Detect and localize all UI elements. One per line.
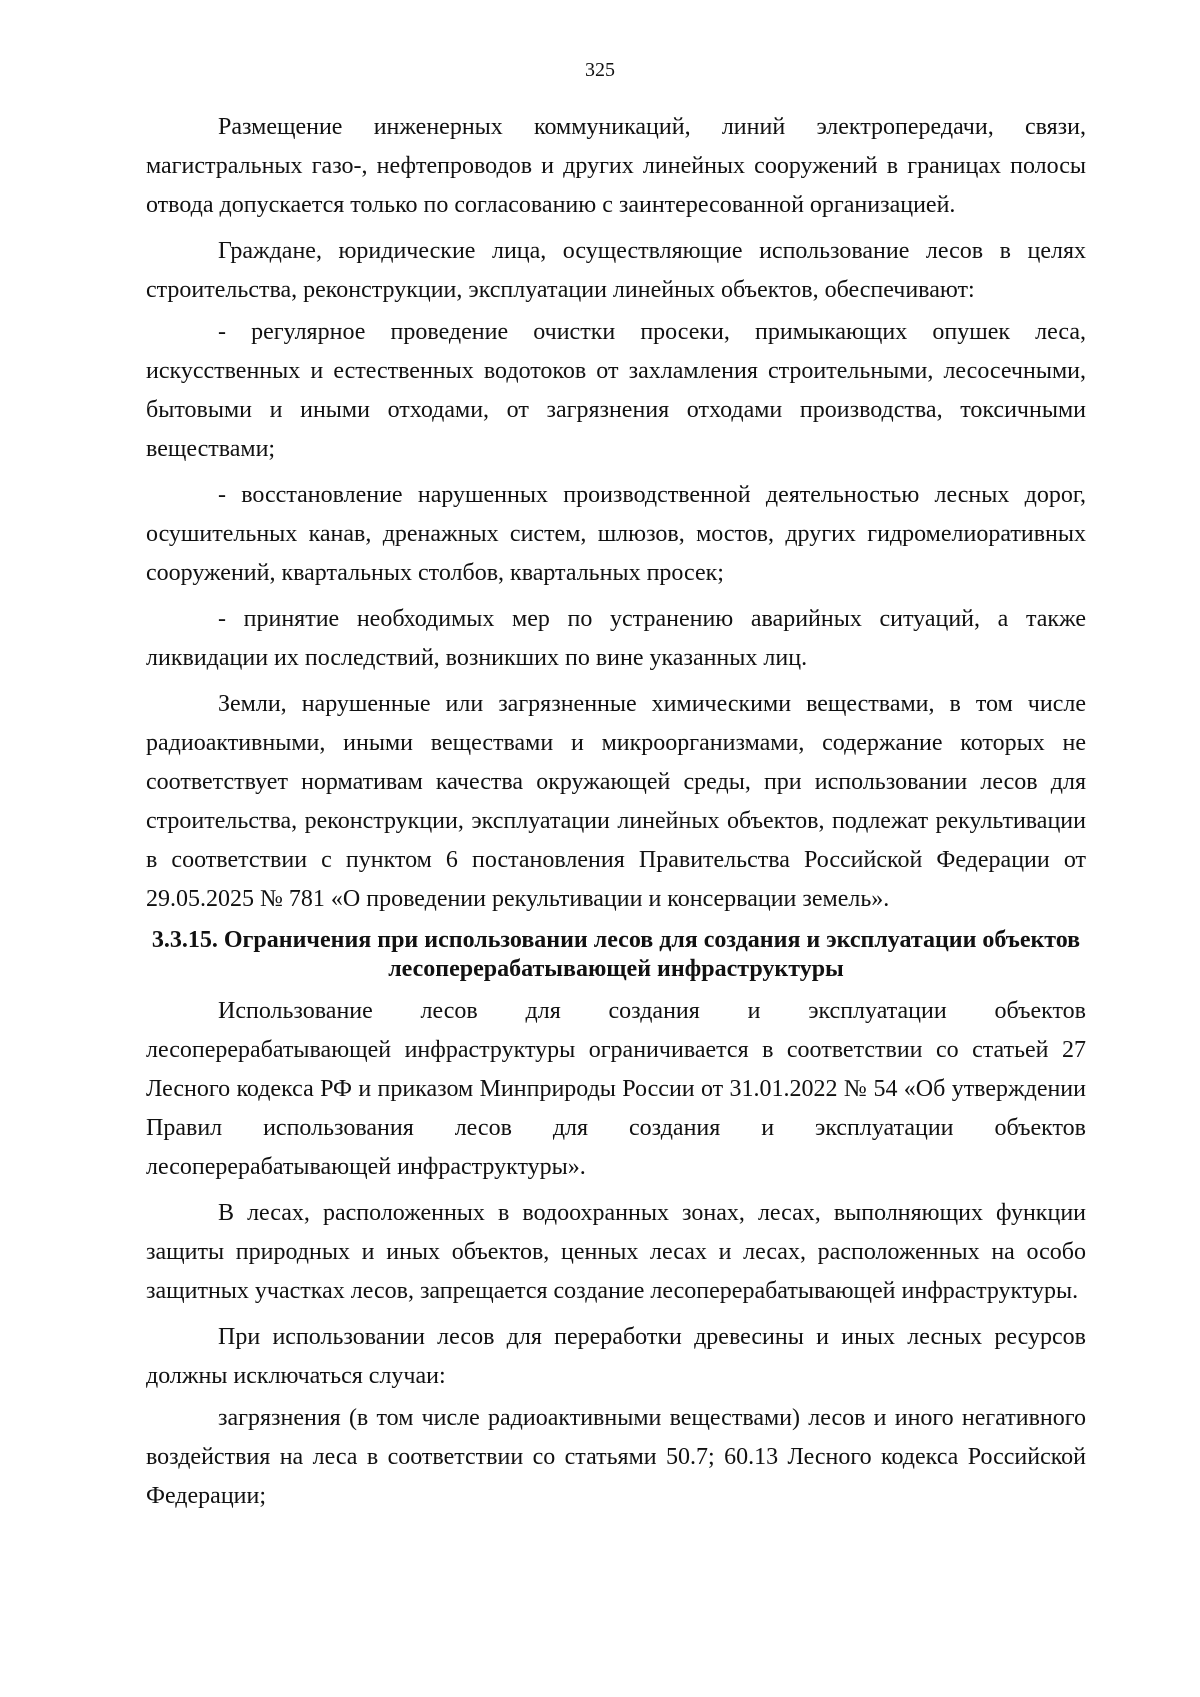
document-body	[146, 108, 1086, 1523]
paragraph-excluded-cases-intro: При использовании лесов для переработки древесины и иных лесных ресурсов должны исключаться случаи:	[146, 1324, 1086, 1389]
paragraph-obligations-intro: Граждане, юридические лица, осуществляющие использование лесов в целях строительства, реконструкции, эксплуатации линейных объектов, обеспечивают:	[146, 238, 1086, 303]
paragraph-utilities-placement: Размещение инженерных коммуникаций, линий электропередачи, связи, магистральных газо-, нефтепроводов и других линейных сооружений в границах полосы отвода допускается только по согласованию с заинтересованной организацией.	[146, 114, 1086, 218]
list-item-pollution: загрязнения (в том числе радиоактивными веществами) лесов и иного негативного воздействия на леса в соответствии со статьями 50.7; 60.13 Лесного кодекса Российской Федерации;	[146, 1405, 1086, 1509]
paragraph-processing-infrastructure: Использование лесов для создания и эксплуатации объектов лесоперерабатывающей инфраструктуры ограничивается в соответствии со статьей 27 Лесного кодекса РФ и приказом Минприроды России от 31.01.2022 № 54 «Об утверждении Правил использования лесов для создания и эксплуатации объектов лесоперерабатывающей инфраструктуры».	[146, 998, 1086, 1180]
list-item-restoration: - восстановление нарушенных производственной деятельностью лесных дорог, осушительных канав, дренажных систем, шлюзов, мостов, других гидромелиоративных сооружений, квартальных столбов, квартальных просек;	[146, 482, 1086, 586]
list-item-cleaning: - регулярное проведение очистки просеки, примыкающих опушек леса, искусственных и естественных водотоков от захламления строительными, лесосечными, бытовыми и иными отходами, от загрязнения отходами производства, токсичными веществами;	[146, 319, 1086, 462]
page-number: 325	[585, 59, 615, 81]
paragraph-land-recultivation: Земли, нарушенные или загрязненные химическими веществами, в том числе радиоактивными, иными веществами и микроорганизмами, содержание которых не соответствует нормативам качества окружающей среды, при использовании лесов для строительства, реконструкции, эксплуатации линейных объектов, подлежат рекультивации в соответствии с пунктом 6 постановления Правительства Российской Федерации от 29.05.2025 № 781 «О проведении рекультивации и консервации земель».	[146, 691, 1086, 912]
section-heading: 3.3.15. Ограничения при использовании лесов для создания и эксплуатации объектов лесоперерабатывающей инфраструктуры	[151, 927, 1081, 982]
paragraph-protected-forests: В лесах, расположенных в водоохранных зонах, лесах, выполняющих функции защиты природных и иных объектов, ценных лесах и лесах, расположенных на особо защитных участках лесов, запрещается создание лесоперерабатывающей инфраструктуры.	[146, 1200, 1086, 1304]
list-item-emergency: - принятие необходимых мер по устранению аварийных ситуаций, а также ликвидации их последствий, возникших по вине указанных лиц.	[146, 606, 1086, 671]
